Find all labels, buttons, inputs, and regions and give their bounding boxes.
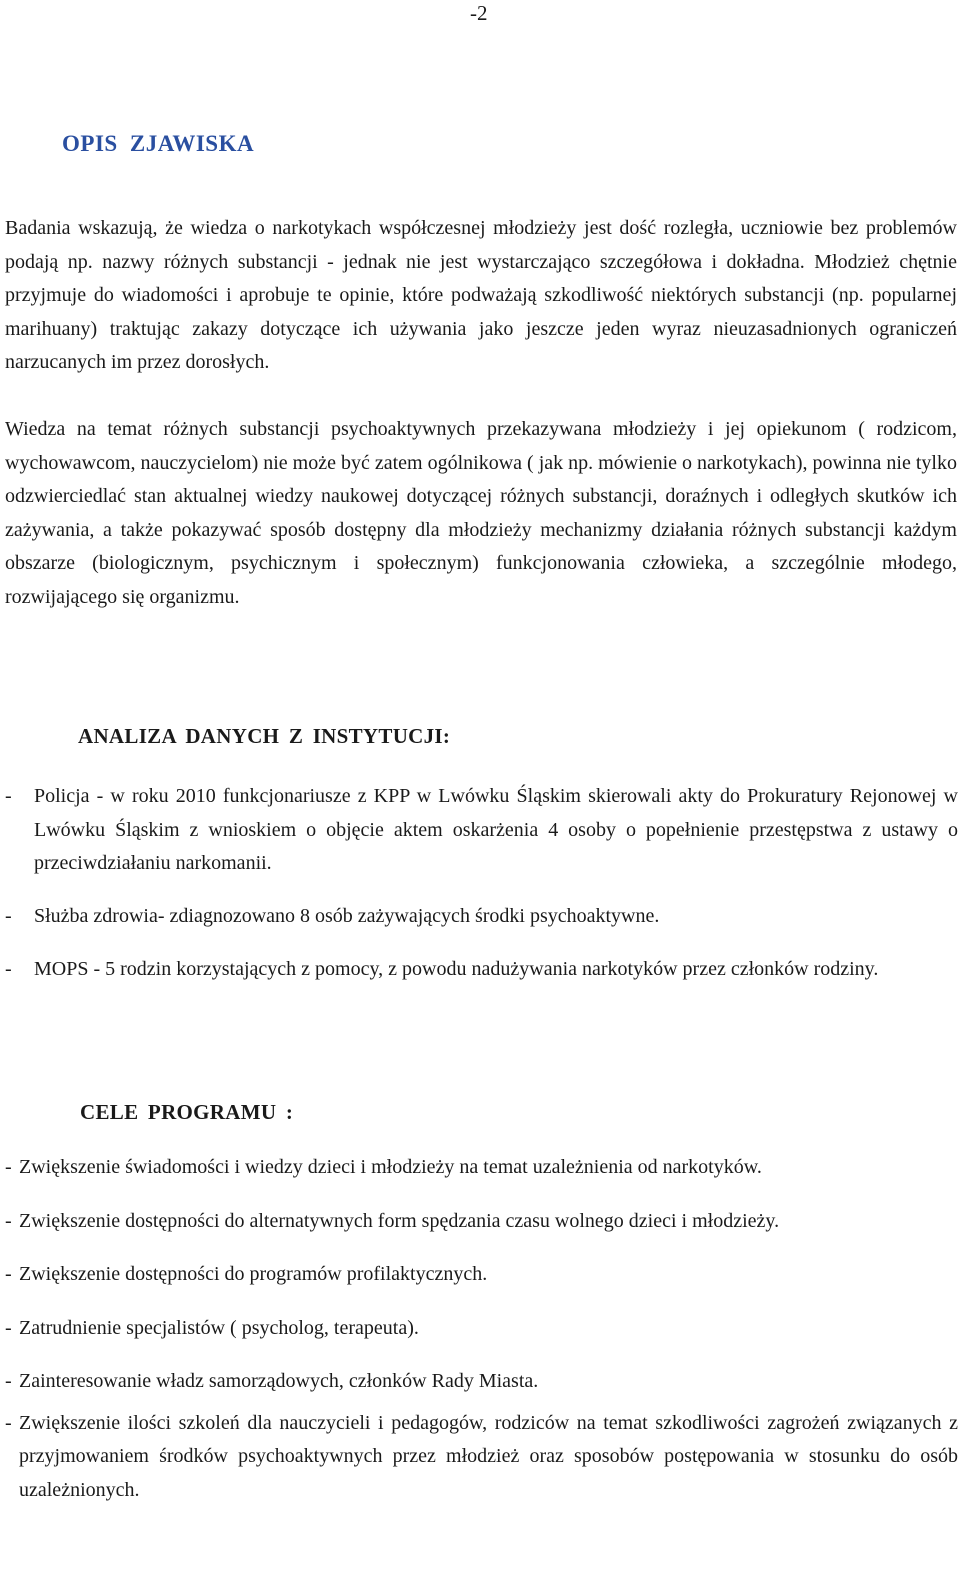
list-item [5,1365,958,1399]
list-item-text: Zainteresowanie władz samorządowych, członków Rady Miasta. [19,1370,539,1392]
list-item-text: Zwiększenie świadomości i wiedzy dzieci i młodzieży na temat uzależnienia od narkotyków. [19,1156,762,1178]
list-item-text: Zwiększenie dostępności do programów profilaktycznych. [19,1263,488,1285]
list-item [5,1407,958,1508]
analiza-list [5,780,958,987]
list-item [5,953,958,987]
list-dash: - [5,958,12,980]
list-item-text: Policja - w roku 2010 funkcjonariusze z KPP w Lwówku Śląskim skierowali akty do Prokuratury Rejonowej w Lwówku Śląskim z wnioskiem o objęcie aktem oskarżenia 4 osoby o popełnienie przestępstwa z ustawy o przeciwdziałaniu narkomanii. [34,785,958,874]
list-item-text: Służba zdrowia- zdiagnozowano 8 osób zażywających środki psychoaktywne. [34,904,660,927]
page-number: -2 [470,1,488,25]
list-item-text: Zatrudnienie specjalistów ( psycholog, terapeuta). [19,1316,419,1339]
list-item-text: Zwiększenie ilości szkoleń dla nauczycieli i pedagogów, rodziców na temat szkodliwości zagrożeń związanych z przyjmowaniem środków psychoaktywnych przez młodzież oraz sposobów postępowania w stosunku do osób uzależnionych. [19,1411,958,1501]
paragraph-opis-2: Wiedza na temat różnych substancji psychoaktywnych przekazywana młodzieży i jej opiekunom ( rodzicom, wychowawcom, nauczycielom) nie może być zatem ogólnikowa ( jak np. mówienie o narkotykach), powinna nie tylko odzwierciedlać stan aktualnej wiedzy naukowej dotyczącej różnych substancji, doraźnych i odległych skutków ich zażywania, a także pokazywać sposób dostępny dla młodzieży mechanizmy działania różnych substancji każdym obszarze (biologicznym, psychicznym i społecznym) funkcjonowania człowieka, a szczególnie młodego, rozwijającego się organizmu. [5,418,957,608]
section-title-opis: OPIS ZJAWISKA [62,131,255,156]
list-item-text: Zwiększenie dostępności do alternatywnych form spędzania czasu wolnego dzieci i młodzieży. [19,1209,780,1232]
list-dash: - [5,1370,12,1392]
list-item [5,1312,958,1346]
list-dash: - [5,1316,12,1339]
list-dash: - [5,904,12,927]
list-dash: - [5,785,12,807]
list-item [5,1205,958,1239]
list-item-text: MOPS - 5 rodzin korzystających z pomocy, z powodu nadużywania narkotyków przez członków rodziny. [34,958,879,980]
list-dash: - [5,1209,12,1232]
section-title-analiza: ANALIZA DANYCH Z INSTYTUCJI: [78,724,451,748]
paragraph-opis-1: Badania wskazują, że wiedza o narkotykach współczesnej młodzieży jest dość rozległa, uczniowie bez problemów podają np. nazwy różnych substancji - jednak nie jest wystarczająco szczegółowa i dokładna. Młodzież chętnie przyjmuje do wiadomości i aprobuje te opinie, które podważają szkodliwość niektórych substancji (np. popularnej marihuany) traktując zakazy dotyczące ich używania jako jeszcze jeden wyraz nieuzasadnionych ograniczeń narzucanych im przez dorosłych. [5,217,957,373]
section-title-cele: CELE PROGRAMU : [80,1100,294,1124]
list-item [5,780,958,881]
list-dash: - [5,1156,12,1178]
list-dash: - [5,1263,12,1285]
cele-list [5,1151,958,1507]
list-item [5,900,958,934]
list-item [5,1258,958,1292]
list-dash: - [5,1411,12,1434]
list-item [5,1151,958,1185]
